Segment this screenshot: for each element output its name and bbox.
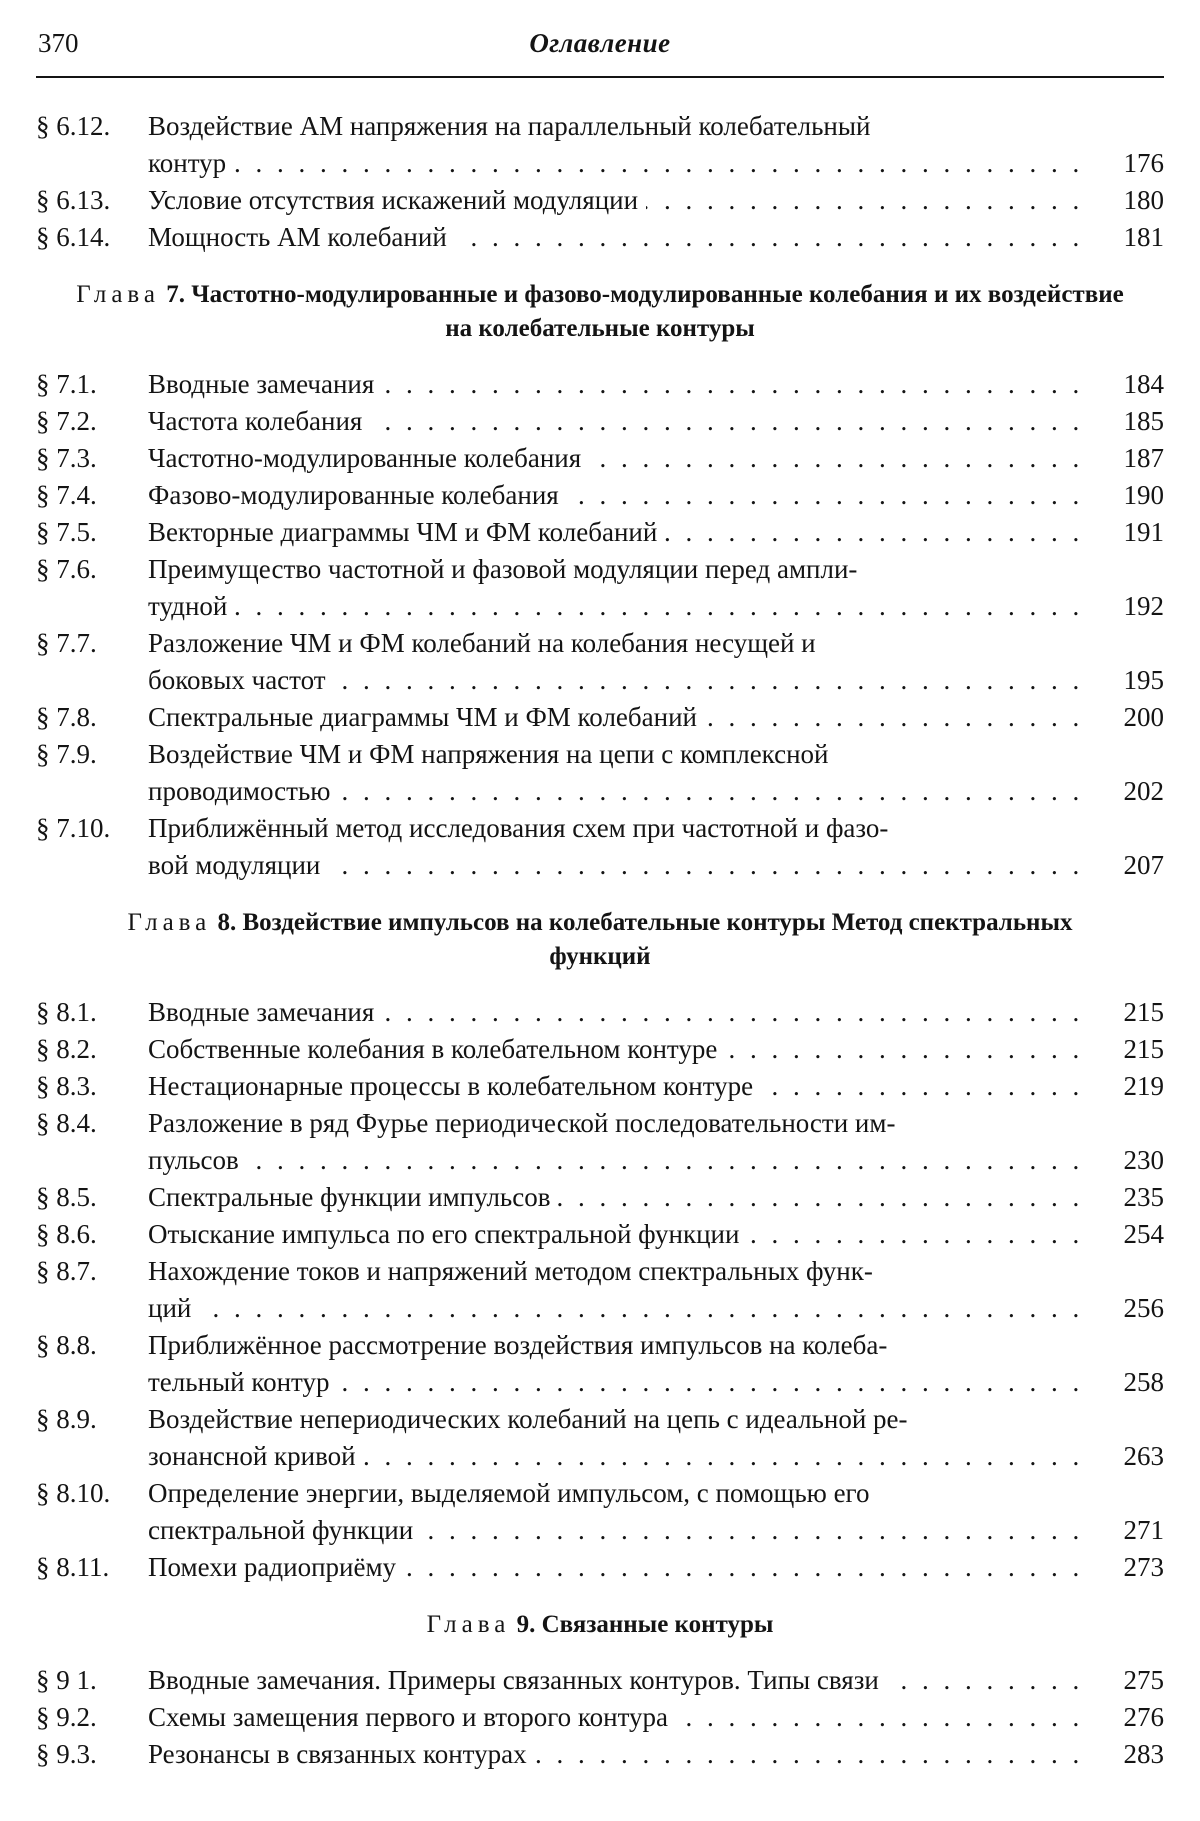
section-number: § 9.2.: [36, 1702, 97, 1732]
chapter-8-heading: [36, 906, 1164, 974]
section-number: § 8.5.: [36, 1182, 97, 1212]
toc-entry: [36, 1699, 1164, 1736]
page-ref: 185: [1123, 406, 1164, 436]
section-title-line: зонансной кривой: [148, 1441, 364, 1471]
section-title-line: Разложение ЧМ и ФМ колебаний на колебания несущей и: [148, 628, 824, 658]
chapter-title: Частотно-модулированные и фазово-модулированные колебания и их воздействие на колебательные контуры: [191, 281, 1124, 342]
section-title-line: Схемы замещения первого и второго контура: [148, 1702, 676, 1732]
chapter-word: Глава: [426, 1611, 511, 1638]
toc-entry: [36, 366, 1164, 403]
page-ref: 181: [1123, 222, 1164, 252]
toc-entry: [36, 440, 1164, 477]
section-title-line: Помехи радиоприёму: [148, 1552, 404, 1582]
section-number: § 7.2.: [36, 406, 97, 436]
section-number: § 8.1.: [36, 997, 97, 1027]
toc-entry: [36, 810, 1164, 884]
section-number: § 6.13.: [36, 185, 111, 215]
section-number: § 7.3.: [36, 443, 97, 473]
toc-entry: [36, 1401, 1164, 1475]
chapter-title: Воздействие импульсов на колебательные контуры Метод спектральных функций: [242, 909, 1073, 970]
section-title-line: Собственные колебания в колебательном контуре: [148, 1034, 725, 1064]
section-number: § 6.14.: [36, 222, 111, 252]
chapter-title: Связанные контуры: [541, 1611, 774, 1638]
section-title-line: проводимостью: [148, 776, 338, 806]
page-ref: 273: [1123, 1552, 1164, 1582]
section-number: § 8.2.: [36, 1034, 97, 1064]
page-ref: 200: [1123, 702, 1164, 732]
section-title-line: спектральной функции: [148, 1515, 421, 1545]
section-number: § 7.9.: [36, 739, 97, 769]
toc-group-chapter-6: [36, 108, 1164, 256]
section-title-line: Резонансы в связанных контурах: [148, 1739, 535, 1769]
section-number: § 7.4.: [36, 480, 97, 510]
page-ref: 215: [1123, 1034, 1164, 1064]
chapter-number: 8.: [217, 909, 237, 936]
chapter-9-heading: [36, 1608, 1164, 1642]
page-ref: 263: [1123, 1441, 1164, 1471]
section-title-line: боковых частот: [148, 665, 334, 695]
section-number: § 9.3.: [36, 1739, 97, 1769]
section-number: § 8.11.: [36, 1552, 110, 1582]
toc-entry: [36, 1031, 1164, 1068]
table-of-contents: [36, 108, 1164, 1773]
section-title-line: Разложение в ряд Фурье периодической последовательности им-: [148, 1108, 903, 1138]
section-title-line: тудной: [148, 591, 235, 621]
section-number: § 8.3.: [36, 1071, 97, 1101]
toc-entry: [36, 1179, 1164, 1216]
section-title-line: Частота колебания: [148, 406, 370, 436]
section-number: § 8.10.: [36, 1478, 111, 1508]
toc-entry: [36, 1216, 1164, 1253]
section-number: § 8.4.: [36, 1108, 97, 1138]
section-number: § 7.10.: [36, 813, 111, 843]
section-number: § 7.8.: [36, 702, 97, 732]
toc-entry: [36, 551, 1164, 625]
page-ref: 187: [1123, 443, 1164, 473]
running-title: Оглавление: [529, 28, 671, 58]
section-number: § 7.6.: [36, 554, 97, 584]
toc-group-chapter-8: [36, 994, 1164, 1586]
toc-entry: [36, 1662, 1164, 1699]
section-title-line: Векторные диаграммы ЧМ и ФМ колебаний: [148, 517, 665, 547]
toc-group-chapter-7: [36, 366, 1164, 884]
page-ref: 271: [1123, 1515, 1164, 1545]
toc-entry: [36, 477, 1164, 514]
section-number: § 7.7.: [36, 628, 97, 658]
page-ref: 195: [1123, 665, 1164, 695]
toc-entry: [36, 182, 1164, 219]
page-ref: 235: [1123, 1182, 1164, 1212]
page-ref: 180: [1123, 185, 1164, 215]
page-ref: 219: [1123, 1071, 1164, 1101]
toc-entry: [36, 1068, 1164, 1105]
toc-entry: [36, 1327, 1164, 1401]
section-number: § 8.6.: [36, 1219, 97, 1249]
page-ref: 191: [1123, 517, 1164, 547]
section-title-line: ций: [148, 1293, 199, 1323]
page-ref: 207: [1123, 850, 1164, 880]
toc-entry: [36, 219, 1164, 256]
section-title-line: Приближённое рассмотрение воздействия импульсов на колеба-: [148, 1330, 895, 1360]
section-title-line: Вводные замечания: [148, 369, 382, 399]
page-ref: 258: [1123, 1367, 1164, 1397]
section-title-line: Воздействие ЧМ и ФМ напряжения на цепи с комплексной: [148, 739, 837, 769]
section-title-line: Вводные замечания. Примеры связанных контуров. Типы связи: [148, 1665, 887, 1695]
toc-entry: [36, 1549, 1164, 1586]
section-title-line: Приближённый метод исследования схем при частотной и фазо-: [148, 813, 896, 843]
page-ref: 184: [1123, 369, 1164, 399]
page-ref: 202: [1123, 776, 1164, 806]
chapter-number: 9.: [516, 1611, 536, 1638]
section-title-line: Определение энергии, выделяемой импульсом, с помощью его: [148, 1478, 877, 1508]
toc-entry: [36, 994, 1164, 1031]
toc-entry: [36, 699, 1164, 736]
toc-entry: [36, 1475, 1164, 1549]
section-number: § 7.1.: [36, 369, 97, 399]
section-title-line: Воздействие АМ напряжения на параллельный колебательный: [148, 111, 878, 141]
toc-entry: [36, 108, 1164, 182]
page-ref: 254: [1123, 1219, 1164, 1249]
toc-entry: [36, 1736, 1164, 1773]
page-ref: 176: [1123, 148, 1164, 178]
section-title-line: контур: [148, 148, 234, 178]
page-ref: 230: [1123, 1145, 1164, 1175]
chapter-word: Глава: [76, 281, 160, 308]
toc-entry: [36, 1105, 1164, 1179]
toc-group-chapter-9: [36, 1662, 1164, 1773]
section-title-line: Спектральные диаграммы ЧМ и ФМ колебаний: [148, 702, 705, 732]
page-ref: 283: [1123, 1739, 1164, 1769]
page-header: [36, 28, 1164, 74]
toc-entry: [36, 736, 1164, 810]
section-title-line: Отыскание импульса по его спектральной функции: [148, 1219, 747, 1249]
toc-entry: [36, 625, 1164, 699]
chapter-number: 7.: [166, 281, 185, 308]
toc-entry: [36, 1253, 1164, 1327]
chapter-word: Глава: [127, 909, 212, 936]
page-ref: 192: [1123, 591, 1164, 621]
toc-entry: [36, 514, 1164, 551]
section-title-line: Спектральные функции импульсов: [148, 1182, 558, 1212]
section-title-line: Нестационарные процессы в колебательном контуре: [148, 1071, 761, 1101]
section-title-line: Нахождение токов и напряжений методом спектральных функ-: [148, 1256, 881, 1286]
section-title-line: вой модуляции: [148, 850, 328, 880]
page-ref: 256: [1123, 1293, 1164, 1323]
page-ref: 215: [1123, 997, 1164, 1027]
page-number: 370: [38, 28, 79, 58]
section-title-line: Мощность АМ колебаний: [148, 222, 455, 252]
section-number: § 8.7.: [36, 1256, 97, 1286]
section-title-line: Условие отсутствия искажений модуляции: [148, 185, 646, 215]
section-number: § 6.12.: [36, 111, 111, 141]
header-rule: [36, 76, 1164, 78]
section-number: § 8.9.: [36, 1404, 97, 1434]
toc-entry: [36, 403, 1164, 440]
section-title-line: Фазово-модулированные колебания: [148, 480, 567, 510]
section-title-line: Преимущество частотной и фазовой модуляции перед ампли-: [148, 554, 865, 584]
section-title-line: тельный контур: [148, 1367, 338, 1397]
section-number: § 9 1.: [36, 1665, 97, 1695]
page-ref: 190: [1123, 480, 1164, 510]
section-title-line: Вводные замечания: [148, 997, 382, 1027]
section-number: § 8.8.: [36, 1330, 97, 1360]
section-number: § 7.5.: [36, 517, 97, 547]
chapter-7-heading: [36, 278, 1164, 346]
section-title-line: пульсов: [148, 1145, 247, 1175]
page-ref: 276: [1123, 1702, 1164, 1732]
section-title-line: Частотно-модулированные колебания: [148, 443, 589, 473]
section-title-line: Воздействие непериодических колебаний на цепь с идеальной ре-: [148, 1404, 916, 1434]
page-ref: 275: [1123, 1665, 1164, 1695]
